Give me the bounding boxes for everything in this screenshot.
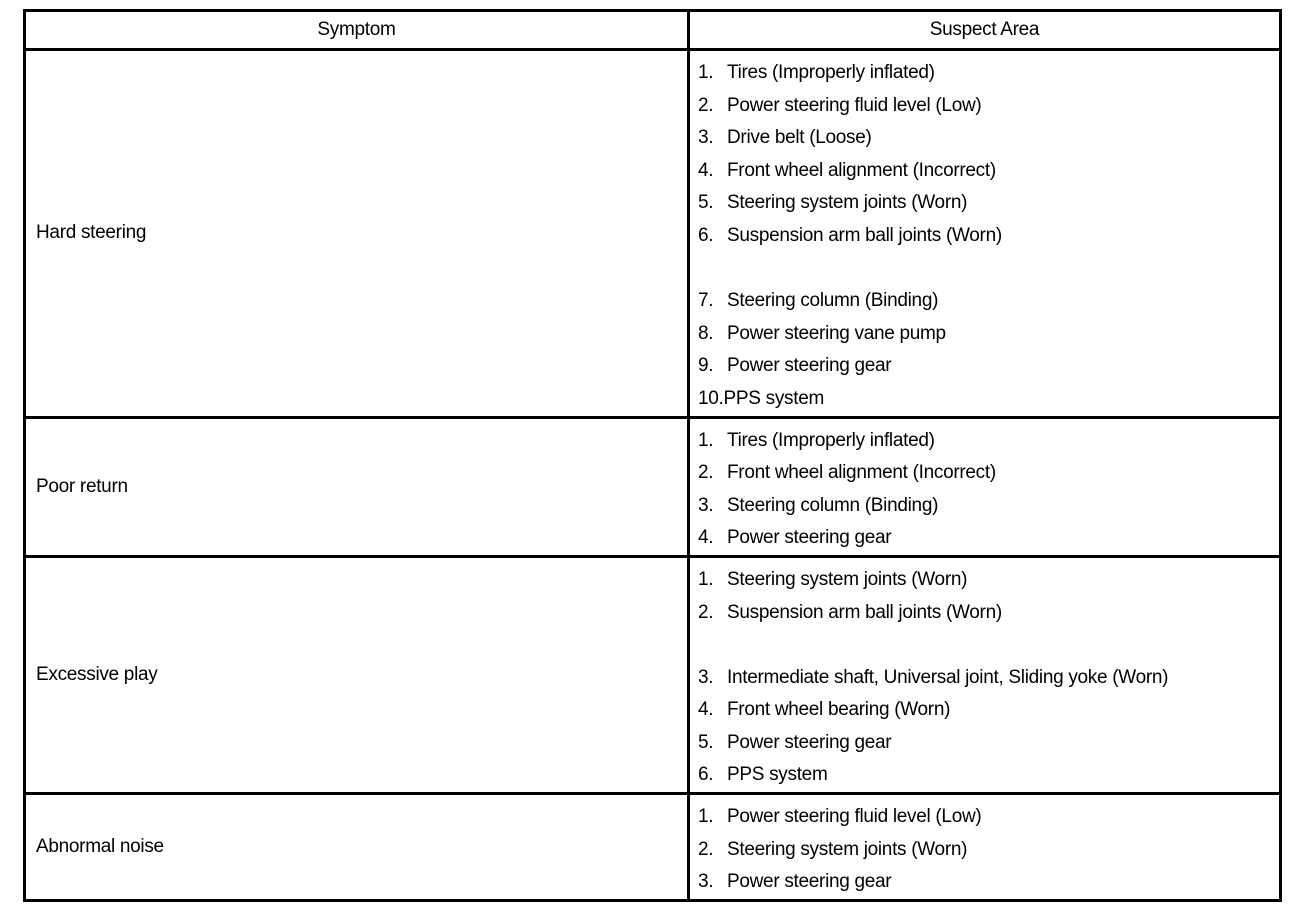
suspect-item xyxy=(698,564,1279,597)
item-text: Power steering fluid level (Low) xyxy=(727,94,982,116)
item-number: 8. xyxy=(698,322,714,344)
suspect-item xyxy=(698,457,1279,490)
suspect-item xyxy=(698,662,1279,695)
item-number: 1. xyxy=(698,568,714,590)
table-row xyxy=(25,794,1281,901)
item-number: 2. xyxy=(698,462,714,484)
suspect-area-cell xyxy=(689,50,1281,418)
item-number: 4. xyxy=(698,159,714,181)
suspect-item xyxy=(698,383,1279,416)
item-number: 6. xyxy=(698,224,714,246)
item-text: PPS system xyxy=(723,387,824,409)
item-number: 1. xyxy=(698,429,714,451)
symptom-cell: Hard steering xyxy=(25,50,689,418)
item-text: Power steering gear xyxy=(727,731,892,753)
item-text: Front wheel alignment (Incorrect) xyxy=(727,462,996,484)
header-symptom: Symptom xyxy=(25,11,689,50)
item-number: 6. xyxy=(698,764,714,786)
suspect-item xyxy=(698,253,1279,286)
item-number: 4. xyxy=(698,699,714,721)
suspect-item xyxy=(698,834,1279,867)
item-number: 9. xyxy=(698,355,714,377)
suspect-area-cell xyxy=(689,556,1281,793)
item-number: 2. xyxy=(698,94,714,116)
symptom-cell: Poor return xyxy=(25,417,689,556)
item-number: 2. xyxy=(698,838,714,860)
suspect-item xyxy=(698,490,1279,523)
troubleshooting-table xyxy=(23,9,1282,902)
symptom-cell: Abnormal noise xyxy=(25,794,689,901)
item-number: 3. xyxy=(698,494,714,516)
item-text: Intermediate shaft, Universal joint, Sliding yoke (Worn) xyxy=(727,666,1169,688)
item-text: Steering system joints (Worn) xyxy=(727,568,968,590)
item-text: PPS system xyxy=(727,764,828,786)
item-text: Drive belt (Loose) xyxy=(727,127,872,149)
item-text: Steering column (Binding) xyxy=(727,494,939,516)
suspect-item xyxy=(698,155,1279,188)
suspect-item xyxy=(698,122,1279,155)
item-text: Power steering gear xyxy=(727,871,892,893)
item-text: Power steering fluid level (Low) xyxy=(727,806,982,828)
item-text: Steering system joints (Worn) xyxy=(727,838,968,860)
item-number: 7. xyxy=(698,290,714,312)
suspect-item xyxy=(698,866,1279,899)
suspect-item xyxy=(698,629,1279,662)
item-number: 1. xyxy=(698,806,714,828)
symptom-cell: Excessive play xyxy=(25,556,689,793)
suspect-item xyxy=(698,425,1279,458)
item-number: 3. xyxy=(698,127,714,149)
item-text: Front wheel alignment (Incorrect) xyxy=(727,159,996,181)
suspect-item xyxy=(698,57,1279,90)
item-text: Steering system joints (Worn) xyxy=(727,192,968,214)
item-text: Suspension arm ball joints (Worn) xyxy=(727,601,1002,623)
item-number: 3. xyxy=(698,666,714,688)
item-text: Suspension arm ball joints (Worn) xyxy=(727,224,1002,246)
suspect-item xyxy=(698,759,1279,792)
suspect-item xyxy=(698,801,1279,834)
item-number: 5. xyxy=(698,192,714,214)
item-text: Tires (Improperly inflated) xyxy=(727,62,935,83)
item-number: 4. xyxy=(698,527,714,549)
suspect-item xyxy=(698,187,1279,220)
item-text: Power steering gear xyxy=(727,355,892,377)
header-suspect-area: Suspect Area xyxy=(689,11,1281,50)
suspect-item xyxy=(698,694,1279,727)
item-number: 2. xyxy=(698,601,714,623)
item-text: Tires (Improperly inflated) xyxy=(727,429,935,451)
suspect-item xyxy=(698,522,1279,555)
item-number: 5. xyxy=(698,731,714,753)
table-row xyxy=(25,417,1281,556)
suspect-item xyxy=(698,220,1279,253)
suspect-area-cell xyxy=(689,417,1281,556)
suspect-item xyxy=(698,285,1279,318)
item-text: Front wheel bearing (Worn) xyxy=(727,699,951,721)
item-number: 1. xyxy=(698,62,714,83)
table-row xyxy=(25,556,1281,793)
suspect-item xyxy=(698,727,1279,760)
header-row xyxy=(25,11,1281,50)
item-number: 10. xyxy=(698,387,724,409)
suspect-item xyxy=(698,90,1279,123)
item-text: Steering column (Binding) xyxy=(727,290,939,312)
suspect-item xyxy=(698,350,1279,383)
item-text: Power steering gear xyxy=(727,527,892,549)
table-row xyxy=(25,50,1281,418)
item-number: 3. xyxy=(698,871,714,893)
suspect-item xyxy=(698,318,1279,351)
item-text: Power steering vane pump xyxy=(727,322,946,344)
suspect-area-cell xyxy=(689,794,1281,901)
suspect-item xyxy=(698,597,1279,630)
